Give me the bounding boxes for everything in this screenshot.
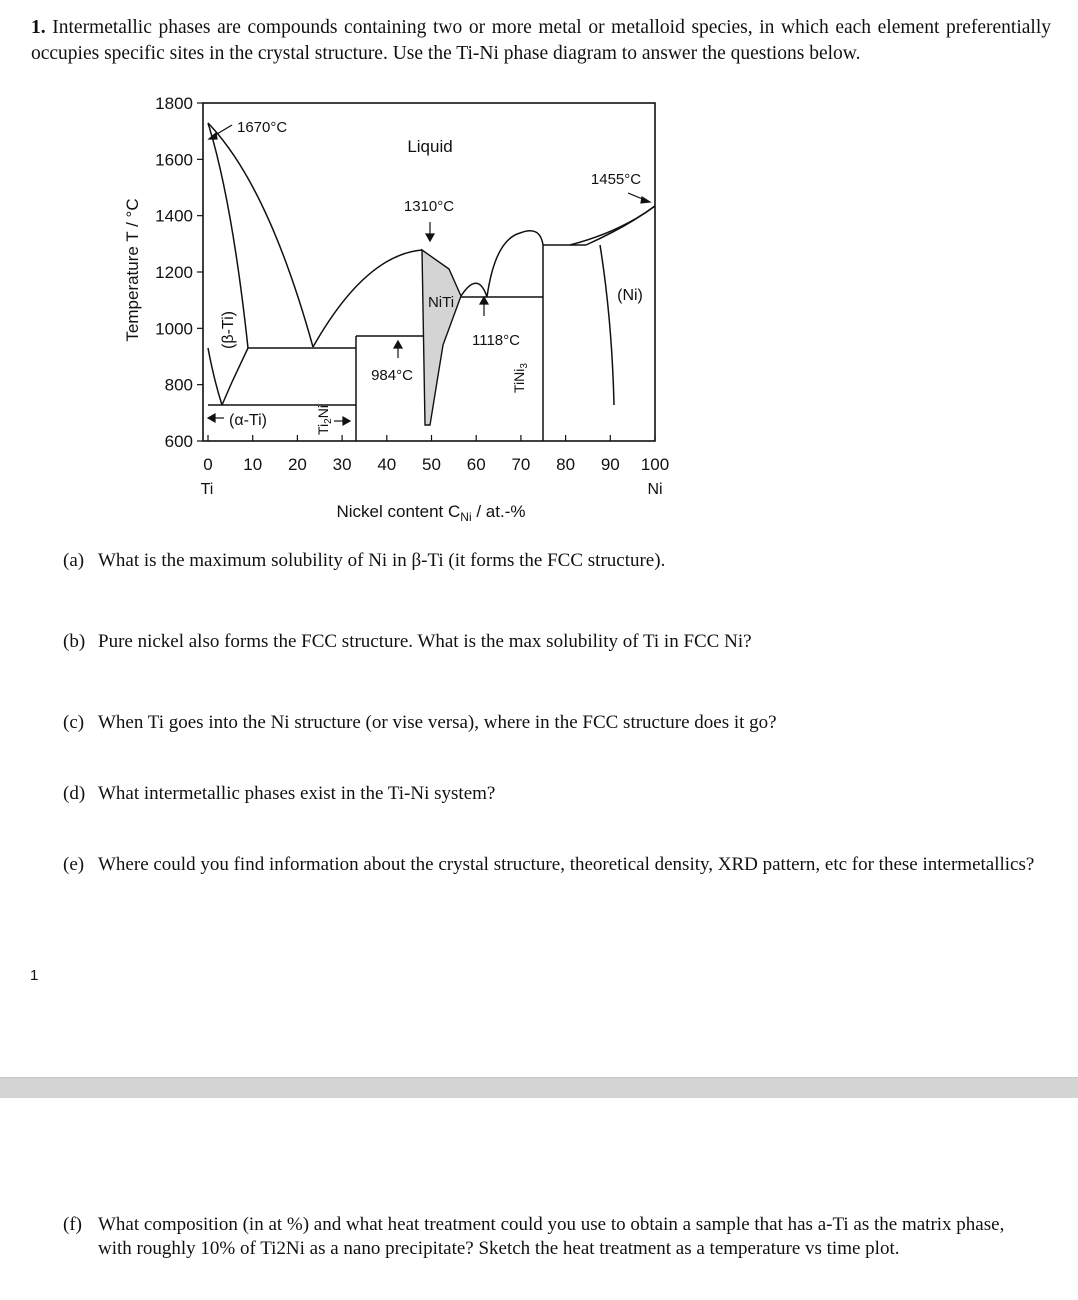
x-tick-label: 30 xyxy=(332,455,352,474)
annotation-984: 984°C xyxy=(371,367,413,384)
liquidus-niti-tini3 xyxy=(461,283,487,297)
y-tick-label: 1600 xyxy=(155,150,193,170)
x-axis-label: Nickel content $C_{Ni} / at.-\%$ xyxy=(336,502,526,524)
label-alpha-ti: (α-Ti) xyxy=(229,412,267,429)
question-f xyxy=(63,1213,1038,1261)
x-tick-label: 20 xyxy=(287,455,307,474)
niti-phase-region xyxy=(422,250,461,425)
x-tick-label: 40 xyxy=(377,455,397,474)
page-divider xyxy=(0,1077,1078,1098)
x-tick-label: 50 xyxy=(422,455,441,474)
label-ti2ni: $Ti_2Ni$ xyxy=(315,405,334,435)
y-tick-label: 1400 xyxy=(155,206,193,226)
page-number: 1 xyxy=(30,967,39,984)
question-text: What is the maximum solubility of Ni in β-Ti (it forms the FCC structure). xyxy=(98,550,666,571)
x-tick-label: 0 xyxy=(203,455,213,474)
solidus-ni-side xyxy=(570,206,655,245)
question-e xyxy=(63,853,1038,877)
x-tick-label: 100 xyxy=(640,455,670,474)
x-tick-label: 80 xyxy=(556,455,576,474)
question-a xyxy=(63,549,1038,573)
question-c xyxy=(63,711,1038,735)
liquidus-to-niti xyxy=(313,250,422,347)
x-tick-label: 70 xyxy=(511,455,531,474)
x-end-label-ni: Ni xyxy=(647,481,663,498)
x-tick-label: 10 xyxy=(243,455,263,474)
annotation-1310: 1310°C xyxy=(403,198,455,215)
tini3-dome xyxy=(487,231,543,297)
label-tini3: TiNi$_3$ xyxy=(511,363,530,393)
y-axis-label: Temperature T / °C xyxy=(123,198,142,342)
question-label: (e) xyxy=(63,854,85,875)
y-tick-label: 800 xyxy=(164,375,193,395)
x-end-label-ti: Ti xyxy=(200,481,214,498)
question-text: Pure nickel also forms the FCC structure. What is the max solubility of Ti in FCC Ni? xyxy=(98,631,752,652)
annotation-1670: 1670°C xyxy=(237,119,288,136)
question-text: What composition (in at %) and what heat treatment could you use to obtain a sample that has a-Ti as the matrix phase, with roughly 10% of Ti2Ni as a nano precipitate? Sketch the heat treatment as a temperature vs time plot. xyxy=(98,1214,1005,1259)
label-beta-ti: (β-Ti) xyxy=(220,311,237,349)
question-text: What intermetallic phases exist in the Ti-Ni system? xyxy=(98,783,496,804)
question-label: (a) xyxy=(63,550,85,571)
question-text: Where could you find information about the crystal structure, theoretical density, XRD pattern, etc for these intermetallics? xyxy=(98,854,1035,875)
question-label: (d) xyxy=(63,783,86,804)
ni-solvus xyxy=(600,245,614,405)
problem-text: Intermetallic phases are compounds containing two or more metal or metalloid species, in which each element preferentially occupies specific sites in the crystal structure. Use the Ti-Ni phase diagram to answer the questions below. xyxy=(31,17,1052,64)
x-tick-label: 90 xyxy=(600,455,620,474)
question-b xyxy=(63,630,1038,654)
label-liquid: Liquid xyxy=(407,137,453,156)
question-text: When Ti goes into the Ni structure (or vise versa), where in the FCC structure does it go? xyxy=(98,712,777,733)
label-niti: NiTi xyxy=(427,294,455,311)
label-ni: (Ni) xyxy=(617,287,643,304)
y-tick-label: 1200 xyxy=(155,263,193,282)
question-label: (c) xyxy=(63,712,85,733)
annotation-1455: 1455°C xyxy=(590,171,642,188)
liquidus-ni-side xyxy=(586,206,655,245)
x-tick-label: 60 xyxy=(466,455,486,474)
question-d xyxy=(63,782,1038,806)
problem-number: 1. xyxy=(31,17,46,38)
y-tick-label: 1000 xyxy=(155,319,193,339)
annotation-1118: 1118°C xyxy=(472,332,520,349)
question-label: (f) xyxy=(63,1214,82,1235)
beta-ti-boundary xyxy=(208,123,248,405)
problem-intro xyxy=(31,15,1051,67)
y-tick-label: 600 xyxy=(164,432,193,451)
question-label: (b) xyxy=(63,631,86,652)
alpha-beta-boundary xyxy=(208,348,222,405)
y-tick-label: 1800 xyxy=(155,94,193,113)
phase-diagram xyxy=(0,80,1078,620)
